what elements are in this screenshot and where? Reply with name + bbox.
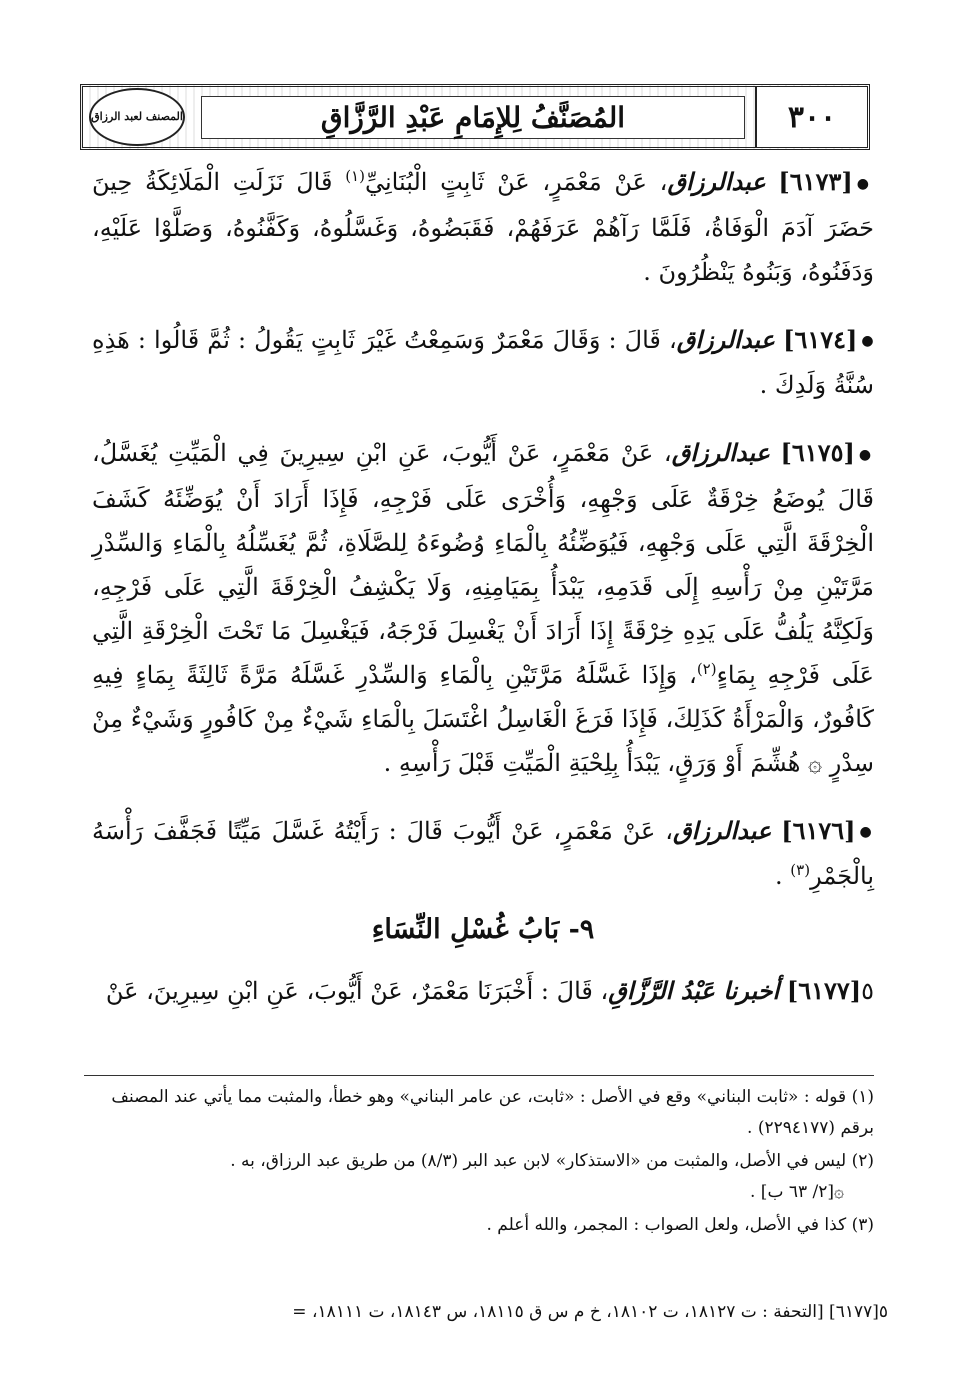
footnote-text: كذا في الأصل، ولعل الصواب : المجمر، والله أعلم . bbox=[486, 1215, 847, 1235]
footnote-ref: (١) bbox=[345, 167, 365, 185]
footnote bbox=[92, 1146, 874, 1208]
entry-marker: ٥ bbox=[861, 977, 874, 1005]
book-title: المُصَنَّفُ لِلإِمَامِ عَبْدِ الرَّزَّاقِ bbox=[201, 96, 745, 139]
bullet-icon: ● bbox=[856, 175, 874, 192]
entry-text: ، عَنْ مَعْمَرٍ، عَنْ أَيُّوبَ قَالَ : رَأَيْتُهُ غَسَّلَ مَيِّتًا فَجَفَّفَ رَأْسَهُ بِالْجَمْرِ bbox=[92, 816, 874, 890]
footnote-page-ref: ۞[٢/ ٦٣ ب] . bbox=[750, 1182, 844, 1202]
bullet-icon: ● bbox=[861, 333, 875, 349]
entry-author: عبدالرزاق bbox=[671, 438, 770, 467]
footnote-ref: (٣) bbox=[790, 861, 811, 879]
footnotes bbox=[92, 1082, 874, 1243]
entry-text: ، عَنْ مَعْمَرٍ، عَنْ ثَابِتٍ الْبُنَانِيِّ bbox=[364, 168, 668, 196]
page-header bbox=[80, 84, 870, 150]
entry-text: ، قَالَ : وَقَالَ مَعْمَرٌ وَسَمِعْتُ غَيْرَ ثَابِتٍ يَقُولُ : ثُمَّ قَالُوا : هَذِهِ سُنَّةُ وَلَدِكَ . bbox=[92, 325, 874, 399]
entry-text: ، قَالَ : أَخْبَرَنَا مَعْمَرٌ، عَنْ أَيُّوبَ، عَنِ ابْنِ سِيرِينَ، عَنْ bbox=[105, 977, 609, 1005]
entry-author: عبدالرزاق bbox=[673, 815, 772, 845]
entry-number: [٦١٧٣] bbox=[778, 167, 853, 196]
entry-number: [٦١٧٤] bbox=[783, 324, 858, 354]
tahfa-reference: ٥[٦١٧٧] [التحفة : ت ١٨١٢٧، ت ١٨١٠٢، خ م س ق ١٨١١٥، س ١٨١٤٣، ت ١٨١١١، = bbox=[292, 1302, 888, 1322]
footnote-label: (٣) bbox=[851, 1215, 874, 1235]
hadith-entry bbox=[92, 431, 874, 785]
entry-number: [٦١٧٥] bbox=[780, 438, 855, 467]
entry-text-continued: قَالَ نَزَلَتِ الْمَلَائِكَةُ حِينَ حَضَرَ آدَمَ الْوَفَاةُ، فَلَمَّا رَآهُمْ عَرَفَهُمْ، فَقَبَضُوهُ، وَغَسَّلُوهُ، وَكَفَّنُوهُ، وَصَلَّوْا عَلَيْهِ، وَدَفَنُوهُ، وَبَنُوهُ يَنْظُرُونَ . bbox=[92, 168, 874, 286]
entry-author: أخبرنا عَبْدُ الرَّزَّاقِ bbox=[608, 976, 780, 1005]
footnote-divider bbox=[84, 1075, 874, 1076]
entry-text-continued: . bbox=[775, 862, 783, 890]
entry-number: [٦١٧٧] bbox=[786, 976, 862, 1005]
bullet-icon: ● bbox=[859, 824, 874, 840]
entry-text: ، عَنْ مَعْمَرٍ، عَنْ أَيُّوبَ، عَنِ ابْنِ سِيرِينَ فِي الْمَيِّتِ يُغَسَّلُ، قَالَ يُوضَعُ خِرْقَةٌ عَلَى وَجْهِهِ، وَأُخْرَى عَلَى فَرْجِهِ، فَإِذَا أَرَادَ أَنْ يُوَضِّئَهُ كَشَفَ الْخِرْقَةَ الَّتِي عَلَى وَجْهِهِ، فَيُوَضِّئُهُ بِالْمَاءِ وُضُوءَهُ لِلصَّلَاةِ، ثُمَّ يُغَسِّلُهُ بِالْمَاءِ وَالسِّدْرِ مَرَّتَيْنِ مِنْ رَأْسِهِ إِلَى قَدَمِهِ، يَبْدَأُ بِمَيَامِنِهِ، وَلَا يَكْشِفُ الْخِرْقَةَ الَّتِي عَلَى فَرْجِهِ، وَلَكِنَّهُ يَلُفُّ عَلَى يَدِهِ خِرْقَةً إِذَا أَرَادَ أَنْ يَغْسِلَ فَرْجَهُ، فَيَغْسِلَ مَا تَحْتَ الْخِرْقَةِ الَّتِي عَلَى فَرْجِهِ بِمَاءٍ bbox=[92, 439, 875, 689]
hadith-entry bbox=[92, 318, 874, 408]
page-number: ٣٠٠ bbox=[755, 87, 867, 147]
footnote bbox=[92, 1082, 874, 1144]
footnote-text: قوله : «ثابت البناني» وقع في الأصل : «ثابت، عن عامر البناني» وهو خطأ، والمثبت مما يأتي عند المصنف برقم (٢٢٩٤١٧٧) . bbox=[111, 1087, 874, 1138]
footnote-ref: (٢) bbox=[696, 659, 717, 678]
footnote-label: (١) bbox=[851, 1087, 874, 1107]
footnote bbox=[92, 1210, 874, 1241]
entry-text-continued: ، وَإِذَا غَسَّلَهُ مَرَّتَيْنِ بِالْمَاءِ وَالسِّدْرِ غَسَّلَهُ مَرَّةً ثَالِثَةً بِمَاءٍ فِيهِ كَافُورٌ، وَالْمَرْأَةُ كَذَلِكَ، فَإِذَا فَرَغَ الْغَاسِلُ اغْتَسَلَ بِالْمَاءِ شَيْءٌ مِنْ كَافُورٍ وَشَيْءٌ مِنْ سِدْرٍ ۞ هُشِّمَ أَوْ وَرَقٍ، يَبْدَأُ بِلِحْيَةِ الْمَيِّتِ قَبْلَ رَأْسِهِ . bbox=[92, 660, 874, 777]
bullet-icon: ● bbox=[858, 446, 875, 463]
hadith-entry bbox=[92, 969, 874, 1013]
hadith-entry bbox=[92, 160, 874, 294]
main-text bbox=[92, 160, 874, 1027]
entry-author: عبدالرزاق bbox=[676, 324, 775, 354]
footnote-text: ليس في الأصل، والمثبت من «الاستذكار» لابن عبد البر (٨/٣) من طريق عبد الرزاق، به . bbox=[230, 1151, 847, 1171]
book-logo: المصنف لعبد الرزاق bbox=[89, 88, 185, 146]
hadith-entry bbox=[92, 809, 874, 899]
entry-author: عبدالرزاق bbox=[667, 167, 766, 196]
chapter-heading: ٩- بَابُ غُسْلِ النِّسَاءِ bbox=[371, 914, 595, 945]
entry-number: [٦١٧٦] bbox=[781, 815, 856, 845]
footnote-label: (٢) bbox=[851, 1151, 874, 1171]
